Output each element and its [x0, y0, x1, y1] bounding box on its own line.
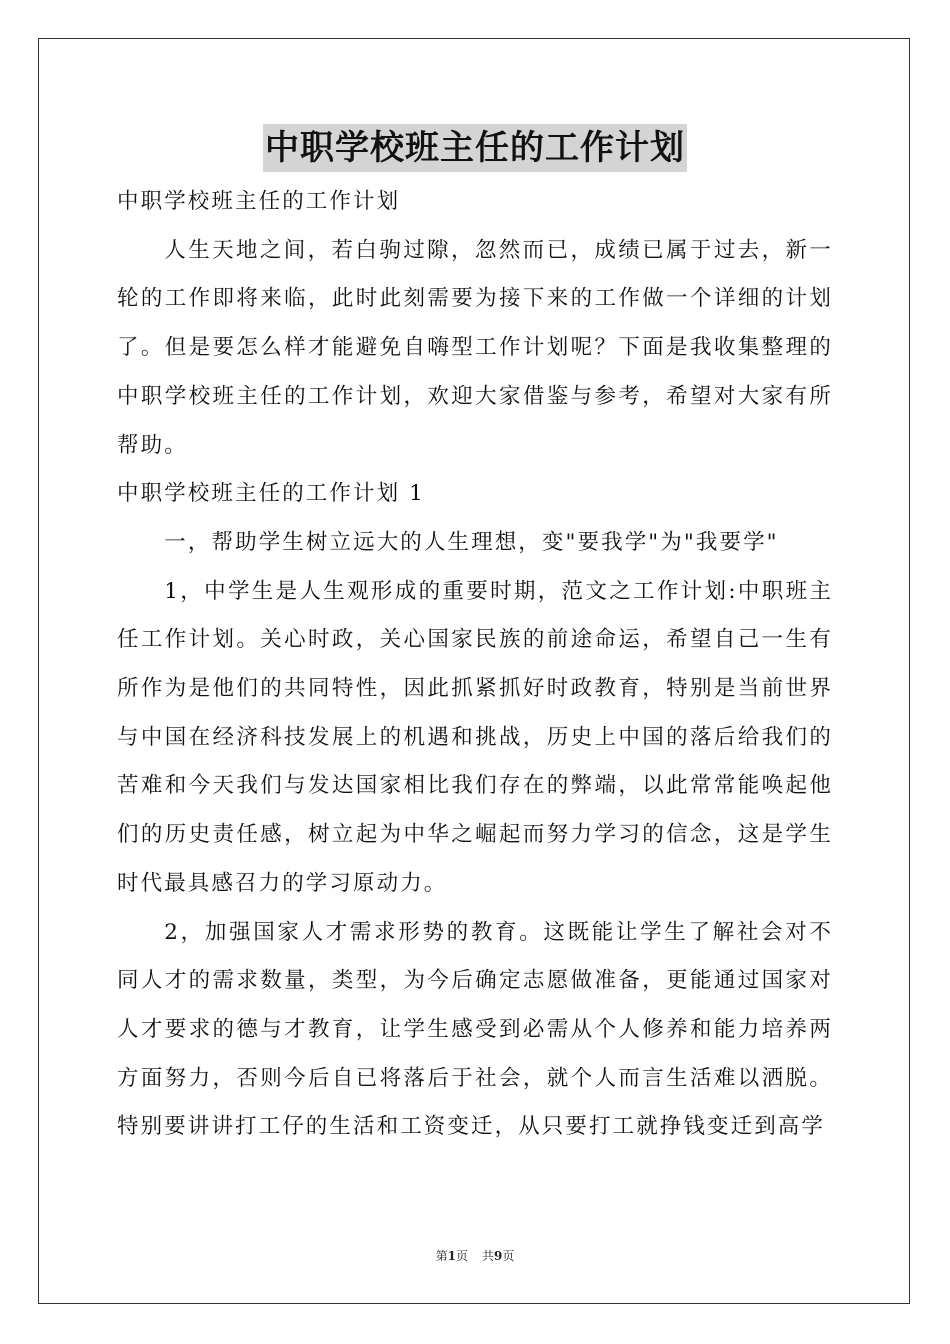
body-paragraph-1: 1，中学生是人生观形成的重要时期，范文之工作计划:中职班主任工作计划。关心时政，关心国家民族的前途命运，希望自己一生有所作为是他们的共同特性，因此抓紧抓好时政教育，特别是当前世界与中国在经济科技发展上的机遇和挑战，历史上中国的落后给我们的苦难和今天我们与发达国家相比我们存在的弊端，以此常常能唤起他们的历史责任感，树立起为中华之崛起而努力学习的信念，这是学生时代最具感召力的学习原动力。 [117, 578, 833, 896]
page-number-suffix: 页 [455, 1249, 468, 1263]
page-footer [0, 1247, 950, 1265]
title-area [0, 124, 950, 172]
document-title: 中职学校班主任的工作计划 [263, 124, 687, 172]
document-body [117, 178, 833, 1152]
page-number: 1 [447, 1249, 456, 1263]
section-heading: 中职学校班主任的工作计划 1 [117, 481, 425, 507]
total-pages-suffix: 页 [502, 1249, 515, 1263]
total-pages: 9 [494, 1249, 503, 1263]
intro-paragraph: 人生天地之间，若白驹过隙，忽然而已，成绩已属于过去，新一轮的工作即将来临，此时此刻需要为接下来的工作做一个详细的计划了。但是要怎么样才能避免自嗨型工作计划呢？下面是我收集整理的中职学校班主任的工作计划，欢迎大家借鉴与参考，希望对大家有所帮助。 [117, 237, 833, 458]
point-heading: 一，帮助学生树立远大的人生理想，变"要我学"为"我要学" [164, 529, 779, 555]
page-number-prefix: 第 [435, 1249, 448, 1263]
total-pages-prefix: 共 [482, 1249, 495, 1263]
subtitle-paragraph: 中职学校班主任的工作计划 [117, 189, 401, 214]
body-paragraph-2: 2，加强国家人才需求形势的教育。这既能让学生了解社会对不同人才的需求数量，类型，为今后确定志愿做准备，更能通过国家对人才要求的德与才教育，让学生感受到必需从个人修养和能力培养两方面努力，否则今后自已将落后于社会，就个人而言生活难以洒脱。特别要讲讲打工仔的生活和工资变迁，从只要打工就挣钱变迁到高学 [117, 919, 833, 1140]
